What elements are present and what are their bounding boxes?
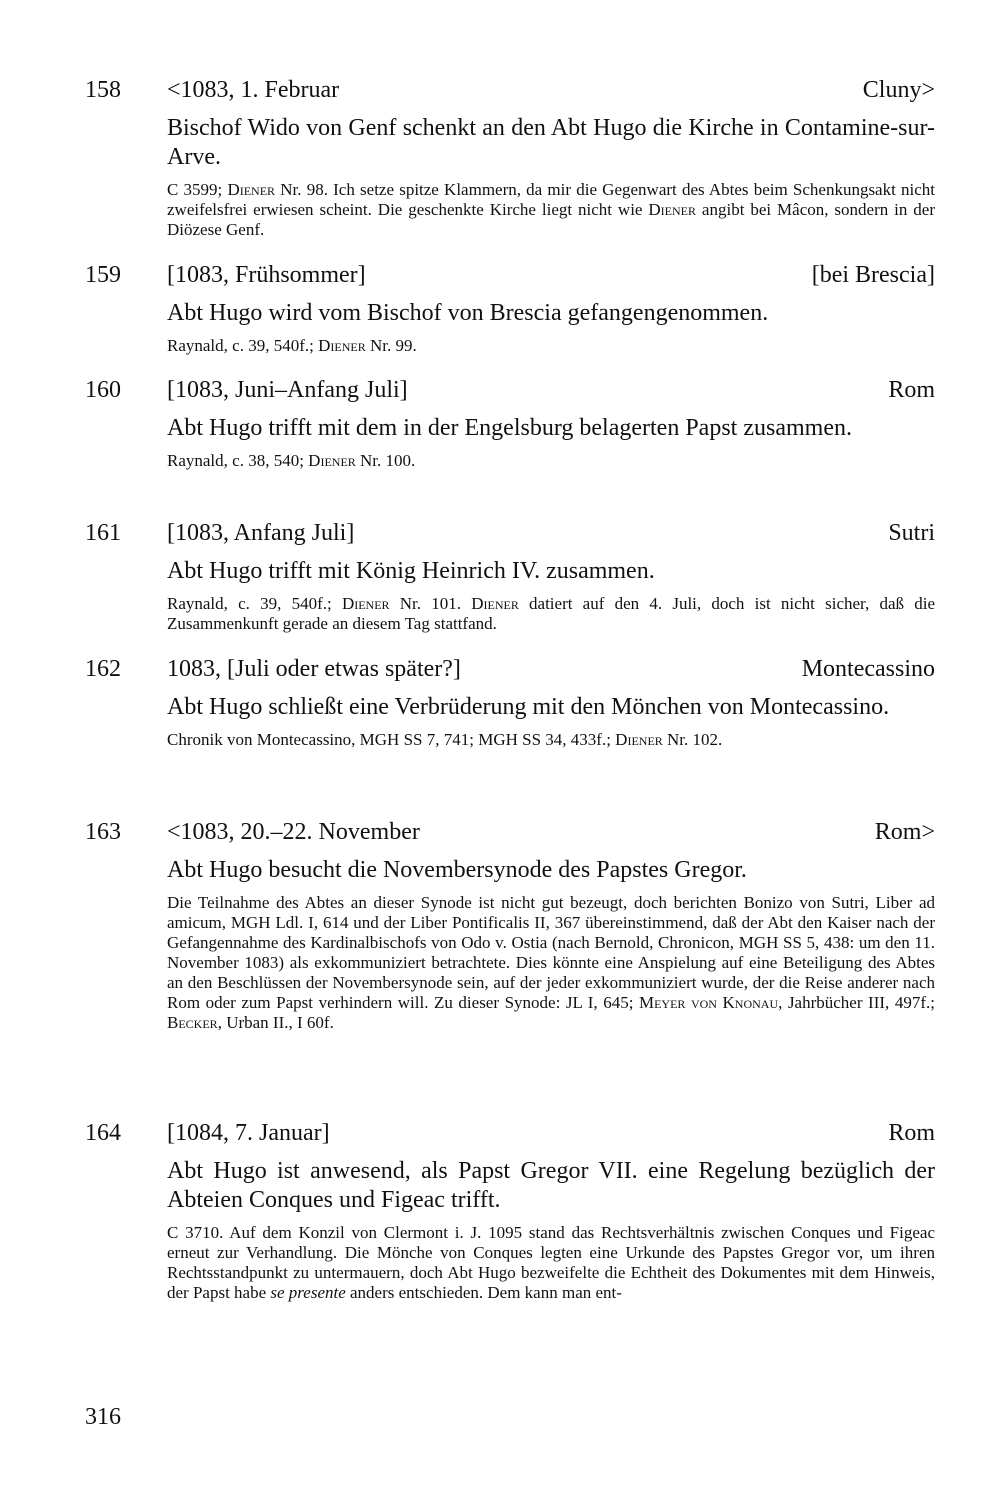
- entry-header: [167, 376, 935, 404]
- latin-phrase: se presente: [270, 1283, 346, 1302]
- author-name: Diener: [227, 180, 276, 199]
- author-name: Meyer von Knonau: [638, 993, 779, 1012]
- entry-place: Sutri: [888, 520, 935, 546]
- regest-entry-161: [85, 519, 935, 634]
- entry-date: [1083, Juni–Anfang Juli]: [167, 377, 408, 403]
- entry-date: <1083, 20.–22. November: [167, 819, 420, 845]
- entry-place: Rom: [888, 377, 935, 403]
- entry-summary: Abt Hugo ist anwesend, als Papst Gregor VII. eine Regelung bezüglich der Abteien Conques und Figeac trifft.: [167, 1158, 935, 1213]
- entry-number: 161: [85, 520, 121, 546]
- author-name: Diener: [318, 336, 366, 355]
- entry-date: [1084, 7. Januar]: [167, 1120, 330, 1146]
- author-name: Becker: [167, 1013, 218, 1032]
- entry-number: 158: [85, 77, 121, 103]
- entry-number: 162: [85, 656, 121, 682]
- entry-note: Chronik von Montecassino, MGH SS 7, 741; MGH SS 34, 433f.; Diener Nr. 102.: [167, 730, 723, 749]
- entry-place: Cluny>: [862, 77, 935, 103]
- regest-entry-159: [85, 261, 935, 356]
- entry-summary: Abt Hugo besucht die Novembersynode des Papstes Gregor.: [167, 857, 747, 883]
- entry-number: 163: [85, 819, 121, 845]
- entry-header: [167, 655, 935, 683]
- entry-number: 160: [85, 377, 121, 403]
- entry-summary: Abt Hugo trifft mit König Heinrich IV. zusammen.: [167, 558, 655, 584]
- entry-summary: Abt Hugo wird vom Bischof von Brescia gefangengenommen.: [167, 300, 769, 326]
- entry-summary: Abt Hugo schließt eine Verbrüderung mit den Mönchen von Montecassino.: [167, 694, 890, 720]
- author-name: Diener: [648, 200, 697, 219]
- entry-summary: Bischof Wido von Genf schenkt an den Abt Hugo die Kirche in Contamine-sur-Arve.: [167, 115, 935, 170]
- entry-header: [167, 519, 935, 547]
- entry-number: 164: [85, 1120, 121, 1146]
- entry-number: 159: [85, 262, 121, 288]
- regest-entry-164: [85, 1119, 935, 1303]
- author-name: Diener: [341, 594, 390, 613]
- author-name: Diener: [308, 451, 356, 470]
- regest-entry-163: [85, 818, 935, 1033]
- entry-header: [167, 1119, 935, 1147]
- regest-entry-158: [85, 76, 935, 240]
- entry-place: Rom>: [874, 819, 935, 845]
- entry-note: C 3710. Auf dem Konzil von Clermont i. J. 1095 stand das Rechtsverhältnis zwischen Conques und Figeac erneut zur Verhandlung. Die Mönche von Conques legten eine Urkunde des Papstes Gregor vor, um ihren Rechtsstandpunkt zu untermauern, doch Abt Hugo bezweifelte die Echtheit des Dokumentes mit dem Hinweis, der Papst habe se presente anders entschieden. Dem kann man ent-: [167, 1223, 935, 1302]
- entry-note: Die Teilnahme des Abtes an dieser Synode ist nicht gut bezeugt, doch berichten Bonizo von Sutri, Liber ad amicum, MGH Ldl. I, 614 und der Liber Pontificalis II, 367 übereinstimmend, daß der Abt den Kaiser nach der Gefangennahme des Kardinalbischofs von Odo v. Ostia (nach Bernold, Chronicon, MGH SS 5, 438: um den 11. November 1083) als exkommuniziert betrachtete. Dies könnte eine Anspielung auf eine Beteiligung des Abtes an den Beschlüssen der Novembersynode sein, auf der jeder exkommuniziert wurde, der die Reise anderer nach Rom oder zum Papst verhindern will. Zu dieser Synode: JL I, 645; Meyer von Knonau, Jahrbücher III, 497f.; Becker, Urban II., I 60f.: [167, 893, 935, 1032]
- entry-summary: Abt Hugo trifft mit dem in der Engelsburg belagerten Papst zusammen.: [167, 415, 852, 441]
- entry-note: Raynald, c. 39, 540f.; Diener Nr. 101. Diener datiert auf den 4. Juli, doch ist nicht sicher, daß die Zusammenkunft gerade an diesem Tag stattfand.: [167, 594, 936, 633]
- entry-date: [1083, Frühsommer]: [167, 262, 366, 288]
- entry-date: 1083, [Juli oder etwas später?]: [167, 656, 461, 682]
- entry-place: Montecassino: [801, 656, 935, 682]
- entry-note: C 3599; Diener Nr. 98. Ich setze spitze Klammern, da mir die Gegenwart des Abtes beim Schenkungsakt nicht zweifelsfrei erwiesen scheint. Die geschenkte Kirche liegt nicht wie Diener angibt bei Mâcon, sondern in der Diözese Genf.: [167, 180, 936, 239]
- entry-place: [bei Brescia]: [811, 262, 935, 288]
- entry-date: [1083, Anfang Juli]: [167, 520, 355, 546]
- regest-entry-162: [85, 655, 935, 750]
- page-number: 316: [85, 1404, 121, 1430]
- entry-note: Raynald, c. 39, 540f.; Diener Nr. 99.: [167, 336, 417, 355]
- entry-place: Rom: [888, 1120, 935, 1146]
- entry-date: <1083, 1. Februar: [167, 77, 340, 103]
- entry-header: [167, 261, 935, 289]
- entry-header: [167, 818, 935, 846]
- entry-header: [167, 76, 935, 104]
- regest-entry-160: [85, 376, 935, 471]
- entry-note: Raynald, c. 38, 540; Diener Nr. 100.: [167, 451, 416, 470]
- author-name: Diener: [471, 594, 519, 613]
- author-name: Diener: [615, 730, 663, 749]
